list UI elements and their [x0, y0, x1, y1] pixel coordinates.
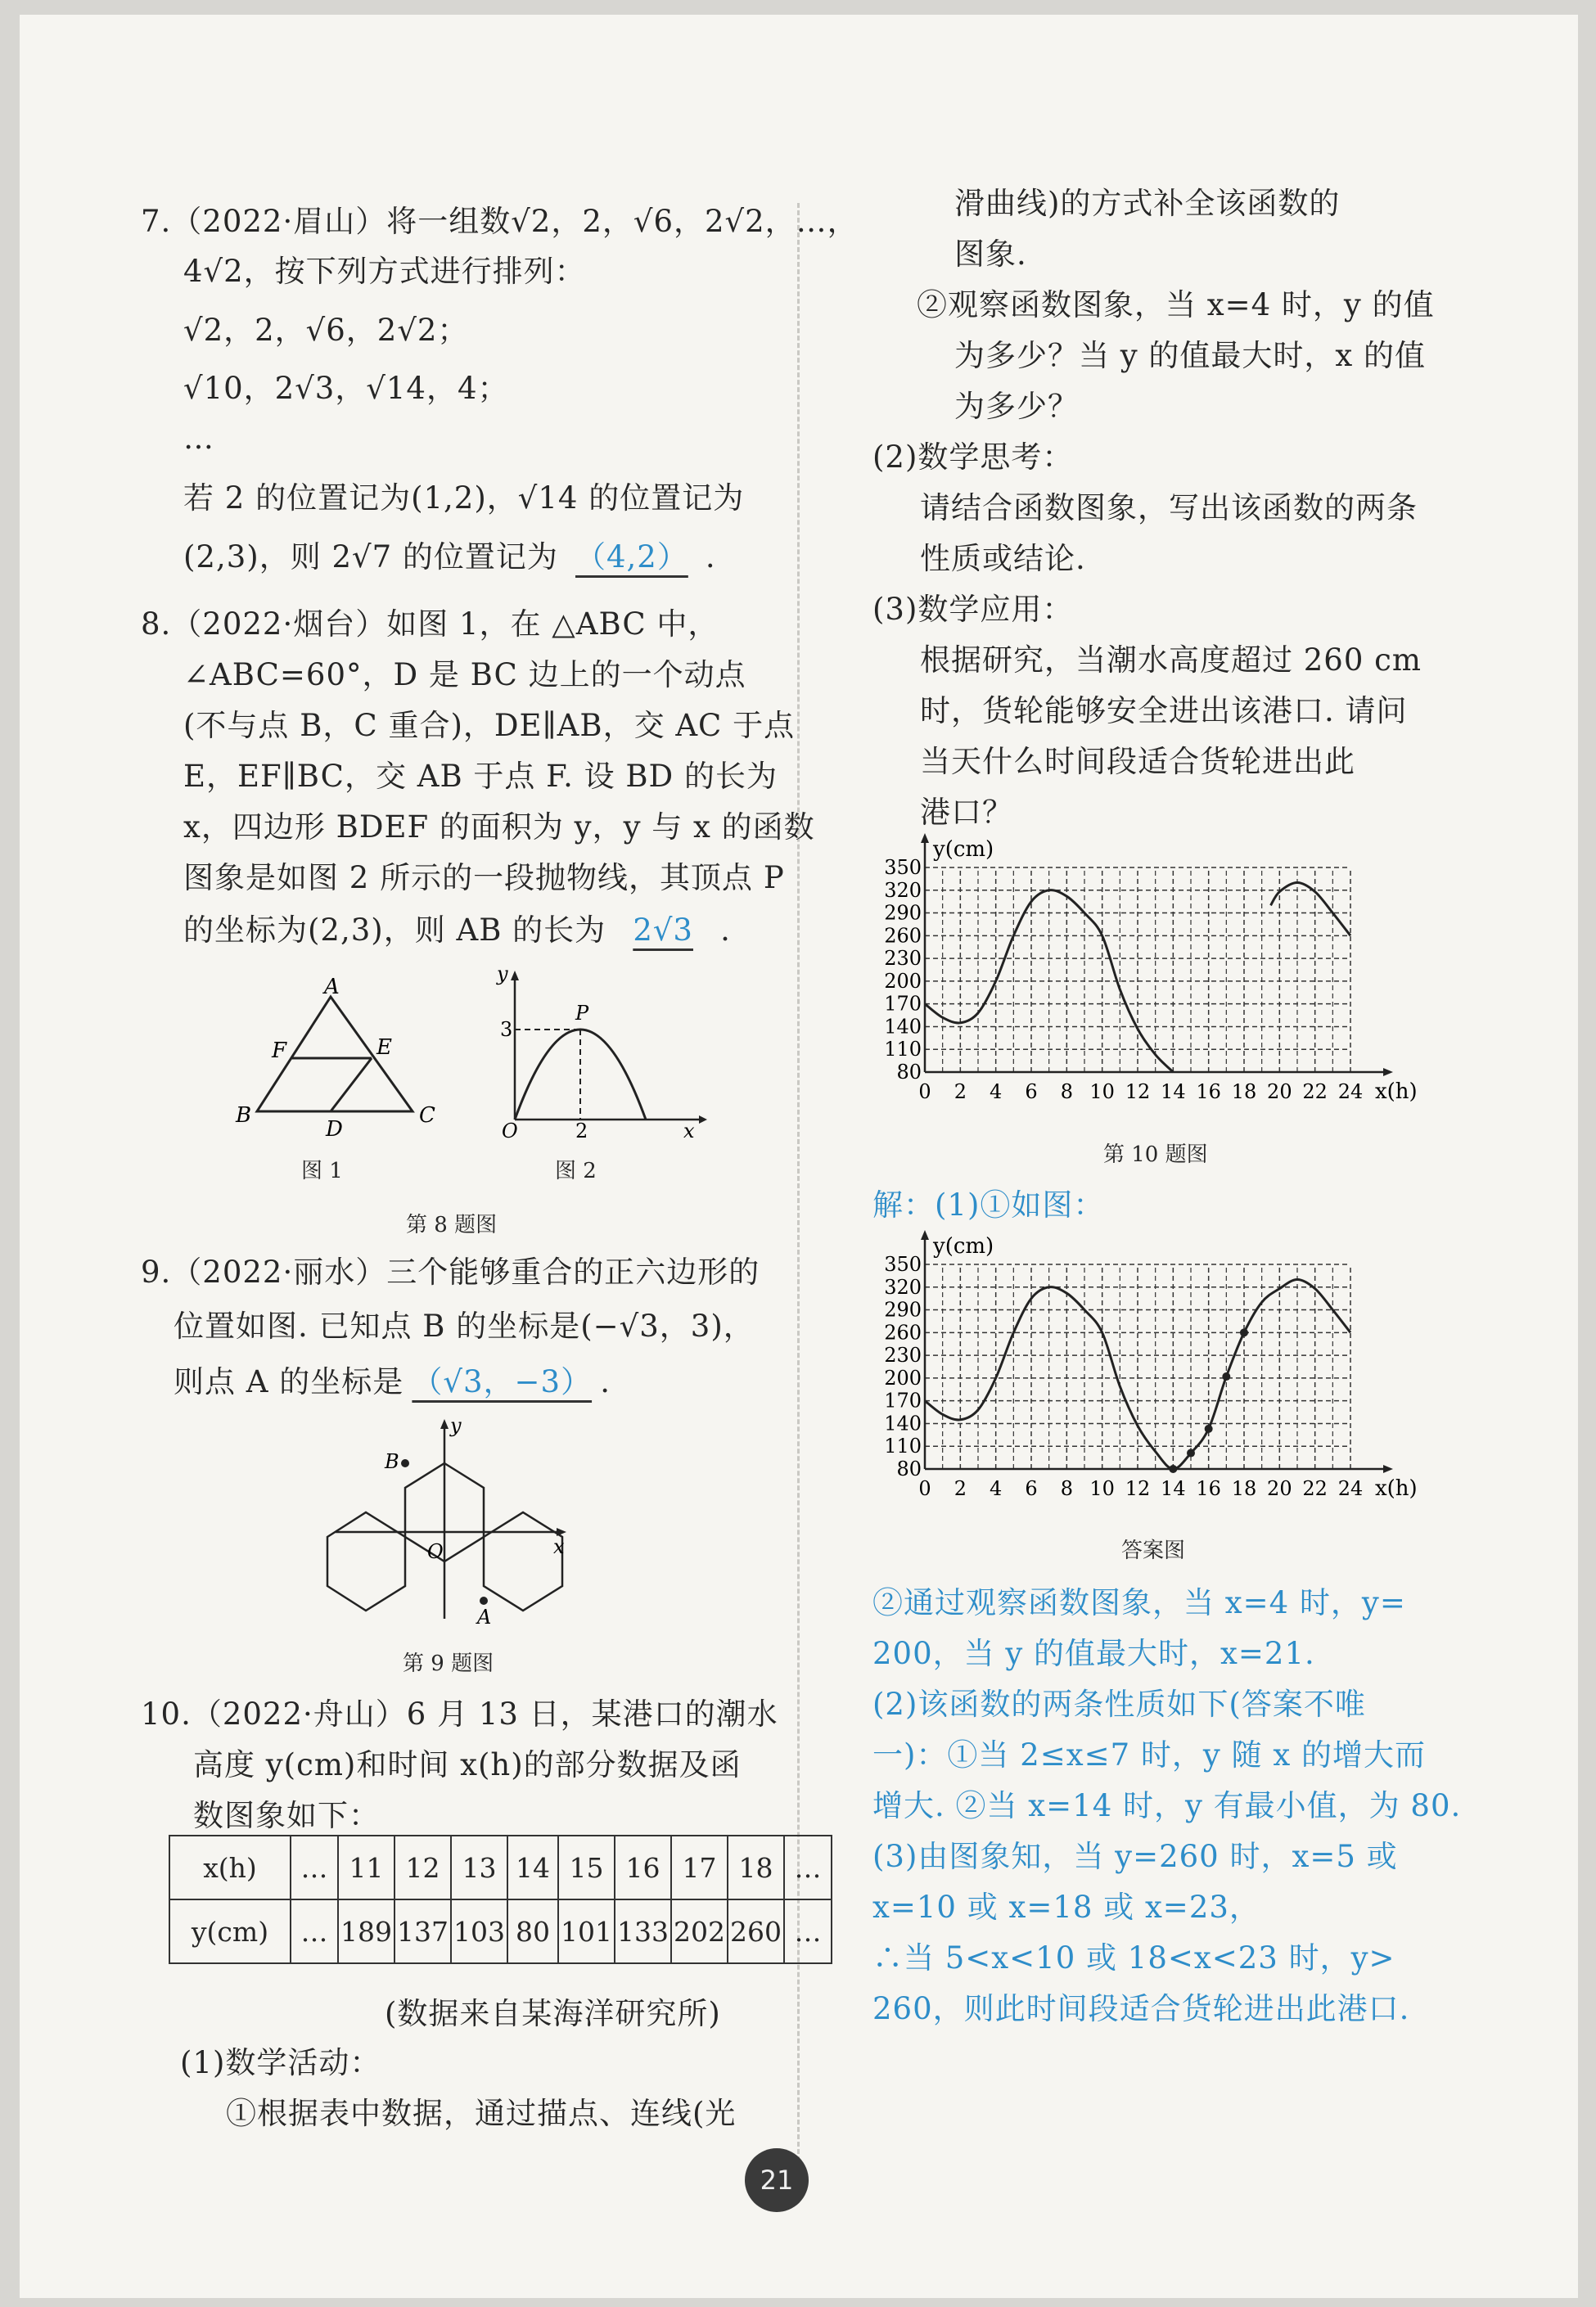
q10-s2: ①根据表中数据，通过描点、连线(光	[226, 2096, 737, 2131]
q7-line5: …	[183, 421, 214, 456]
svg-text:B: B	[385, 1450, 399, 1473]
x-tick-label: 12	[1125, 1477, 1151, 1500]
tide-data-table	[169, 1835, 832, 1964]
y-tick-label: 140	[884, 1412, 922, 1435]
q8-caption: 第 8 题图	[406, 1213, 498, 1237]
q8-line1: 8.（2022·烟台）如图 1，在 △ABC 中，	[141, 606, 719, 642]
x-tick-label: 4	[990, 1477, 1003, 1500]
q8-fig2-label: 图 2	[555, 1159, 597, 1183]
y-tick-label: 290	[884, 901, 922, 925]
svg-text:3: 3	[500, 1018, 513, 1041]
svg-text:C: C	[419, 1103, 435, 1128]
y-axis-arrow	[921, 1230, 929, 1240]
q9-line2: 位置如图. 已知点 B 的坐标是(−√3，3)，	[174, 1309, 755, 1344]
answer-fig-caption: 答案图	[1121, 1539, 1186, 1563]
answer-a3: (2)该函数的两条性质如下(答案不唯	[872, 1687, 1366, 1722]
svg-text:D: D	[326, 1117, 343, 1142]
y-tick-label: 350	[884, 1253, 922, 1276]
q10-line2: 高度 y(cm)和时间 x(h)的部分数据及函	[193, 1747, 742, 1782]
q8-triangle-figure	[224, 972, 453, 1144]
y-tick-label: 290	[884, 1298, 922, 1322]
x-tick-label: 0	[918, 1477, 931, 1500]
answer-a8: ∴当 5<x<10 或 18<x<23 时，y>	[872, 1940, 1395, 1976]
x-tick-label: 14	[1161, 1477, 1186, 1500]
x-axis-label: x(h)	[1375, 1476, 1418, 1501]
y-tick-label: 320	[884, 1275, 922, 1299]
x-tick-label: 16	[1196, 1080, 1221, 1103]
svg-text:y: y	[450, 1414, 462, 1437]
q10-r4: 为多少？当 y 的值最大时，x 的值	[954, 338, 1427, 373]
x-tick-label: 10	[1089, 1080, 1115, 1103]
y-tick-label: 350	[884, 856, 922, 879]
q10-r12: 当天什么时间段适合货轮进出此	[920, 744, 1355, 779]
q7-line2: 4√2，按下列方式进行排列：	[183, 254, 586, 289]
q10-r5: 为多少？	[954, 389, 1079, 424]
svg-text:x: x	[553, 1535, 565, 1558]
table-row: y(cm) … 189 137 103 80 101 133 202 260 …	[169, 1899, 832, 1963]
q8-line6: 图象是如图 2 所示的一段抛物线，其顶点 P	[183, 860, 785, 895]
x-tick-label: 6	[1025, 1080, 1038, 1103]
q8-fig1-label: 图 1	[301, 1159, 343, 1183]
data-point	[1187, 1449, 1195, 1458]
q10-r3: ②观察函数图象，当 x=4 时，y 的值	[917, 287, 1435, 322]
tide-chart	[876, 835, 1449, 1113]
answer-a5: 增大. ②当 x=14 时，y 有最小值，为 80.	[872, 1788, 1462, 1823]
x-tick-label: 12	[1125, 1080, 1151, 1103]
svg-text:x: x	[683, 1120, 695, 1142]
q9-line3: 则点 A 的坐标是 （√3，−3） .	[174, 1357, 611, 1408]
q10-r9: (3)数学应用：	[872, 592, 1074, 627]
y-tick-label: 110	[884, 1038, 922, 1061]
tide-answer-chart	[876, 1232, 1449, 1510]
svg-text:y: y	[497, 962, 508, 985]
y-tick-label: 200	[884, 1366, 922, 1390]
x-tick-label: 24	[1337, 1477, 1364, 1500]
x-tick-label: 16	[1196, 1477, 1221, 1500]
y-tick-label: 260	[884, 1321, 922, 1345]
y-tick-label: 260	[884, 924, 922, 948]
q10-r1: 滑曲线)的方式补全该函数的	[954, 186, 1341, 221]
x-tick-label: 10	[1089, 1477, 1115, 1500]
svg-text:F: F	[272, 1039, 287, 1063]
x-tick-label: 22	[1302, 1080, 1328, 1103]
y-tick-label: 140	[884, 1015, 922, 1039]
q7-line6: 若 2 的位置记为(1,2)，√14 的位置记为	[183, 480, 745, 516]
x-axis-label: x(h)	[1375, 1079, 1418, 1104]
data-point	[1240, 1328, 1248, 1336]
answer-a7: x=10 或 x=18 或 x=23，	[872, 1890, 1260, 1925]
x-axis-arrow	[1383, 1068, 1393, 1076]
y-tick-label: 170	[884, 1389, 922, 1413]
y-axis-label: y(cm)	[933, 837, 994, 862]
q9-hexagon-figure	[327, 1414, 589, 1627]
x-tick-label: 20	[1267, 1477, 1292, 1500]
svg-text:O: O	[427, 1540, 444, 1563]
table-row: x(h) … 11 12 13 14 15 16 17 18 …	[169, 1836, 832, 1899]
q9-caption: 第 9 题图	[403, 1651, 494, 1676]
y-axis-arrow	[921, 833, 929, 843]
q7-answer: （4,2）	[575, 539, 688, 574]
q10-line3: 数图象如下：	[193, 1798, 380, 1833]
q8-line5: x，四边形 BDEF 的面积为 y，y 与 x 的函数	[183, 809, 815, 845]
x-tick-label: 8	[1060, 1080, 1073, 1103]
y-axis-label: y(cm)	[933, 1234, 994, 1259]
x-tick-label: 8	[1060, 1477, 1073, 1500]
q8-line2: ∠ABC=60°，D 是 BC 边上的一个动点	[183, 657, 746, 692]
q9-answer: （√3，−3）	[412, 1364, 593, 1399]
y-tick-label: 230	[884, 947, 922, 971]
q7-line3: √2，2，√6，2√2；	[183, 313, 469, 348]
q8-answer: 2√3	[633, 912, 693, 948]
svg-text:B: B	[236, 1103, 252, 1128]
x-tick-label: 24	[1337, 1080, 1364, 1103]
x-tick-label: 20	[1267, 1080, 1292, 1103]
q9-line1: 9.（2022·丽水）三个能够重合的正六边形的	[141, 1255, 760, 1290]
y-tick-label: 80	[896, 1061, 922, 1084]
answer-a4: 一)：①当 2≤x≤7 时，y 随 x 的增大而	[872, 1737, 1426, 1773]
data-point	[1205, 1425, 1213, 1433]
svg-text:A: A	[324, 975, 340, 999]
q8-parabola-figure	[490, 964, 719, 1144]
x-tick-label: 18	[1231, 1080, 1257, 1103]
answer-a6: (3)由图象知，当 y=260 时，x=5 或	[872, 1839, 1398, 1874]
data-point	[1169, 1465, 1177, 1473]
x-axis-arrow	[1383, 1465, 1393, 1473]
data-point	[1222, 1372, 1230, 1381]
y-tick-label: 200	[884, 969, 922, 993]
q10-s1: (1)数学活动：	[180, 2045, 381, 2080]
y-tick-label: 230	[884, 1344, 922, 1368]
x-tick-label: 14	[1161, 1080, 1186, 1103]
answer-a0: 解：(1)①如图：	[872, 1187, 1105, 1223]
x-tick-label: 22	[1302, 1477, 1328, 1500]
x-tick-label: 6	[1025, 1477, 1038, 1500]
q10-r8: 性质或结论.	[920, 541, 1086, 576]
y-tick-label: 80	[896, 1458, 922, 1480]
q10-r13: 港口？	[920, 795, 1013, 830]
q8-line3: (不与点 B，C 重合)，DE∥AB，交 AC 于点	[183, 708, 796, 743]
q8-line4: E，EF∥BC，交 AB 于点 F. 设 BD 的长为	[183, 759, 778, 794]
svg-text:A: A	[477, 1606, 492, 1629]
x-tick-label: 2	[954, 1080, 967, 1103]
svg-text:2: 2	[575, 1120, 588, 1142]
q10-source: (数据来自某海洋研究所)	[385, 1996, 721, 2031]
q10-r10: 根据研究，当潮水高度超过 260 cm	[920, 642, 1422, 678]
x-tick-label: 18	[1231, 1477, 1257, 1500]
svg-text:E: E	[376, 1035, 392, 1060]
y-tick-label: 170	[884, 992, 922, 1016]
q10-r11: 时，货轮能够安全进出该港口. 请问	[920, 693, 1408, 728]
x-tick-label: 2	[954, 1477, 967, 1500]
svg-text:O: O	[502, 1120, 518, 1142]
x-tick-label: 0	[918, 1080, 931, 1103]
y-tick-label: 320	[884, 878, 922, 902]
answer-a9: 260，则此时间段适合货轮进出此港口.	[872, 1991, 1410, 2026]
answer-a1: ②通过观察函数图象，当 x=4 时，y=	[872, 1585, 1406, 1620]
page-number: 21	[745, 2148, 809, 2212]
q7-line1: 7.（2022·眉山）将一组数√2，2，√6，2√2，…，	[141, 204, 859, 239]
q10-r6: (2)数学思考：	[872, 439, 1074, 475]
y-tick-label: 110	[884, 1435, 922, 1458]
svg-text:P: P	[575, 1002, 589, 1025]
q10-line1: 10.（2022·舟山）6 月 13 日，某港口的潮水	[141, 1696, 778, 1732]
q7-line4: √10，2√3，√14，4；	[183, 371, 509, 406]
q10-r2: 图象.	[954, 237, 1027, 272]
answer-a2: 200，当 y 的值最大时，x=21.	[872, 1636, 1315, 1671]
q10-r7: 请结合函数图象，写出该函数的两条	[920, 490, 1418, 525]
q10-fig-caption: 第 10 题图	[1103, 1142, 1208, 1167]
x-tick-label: 4	[990, 1080, 1003, 1103]
q8-line7: 的坐标为(2,3)，则 AB 的长为 2√3 .	[183, 905, 731, 956]
q7-line7: (2,3)，则 2√7 的位置记为 （4,2） .	[183, 532, 716, 583]
